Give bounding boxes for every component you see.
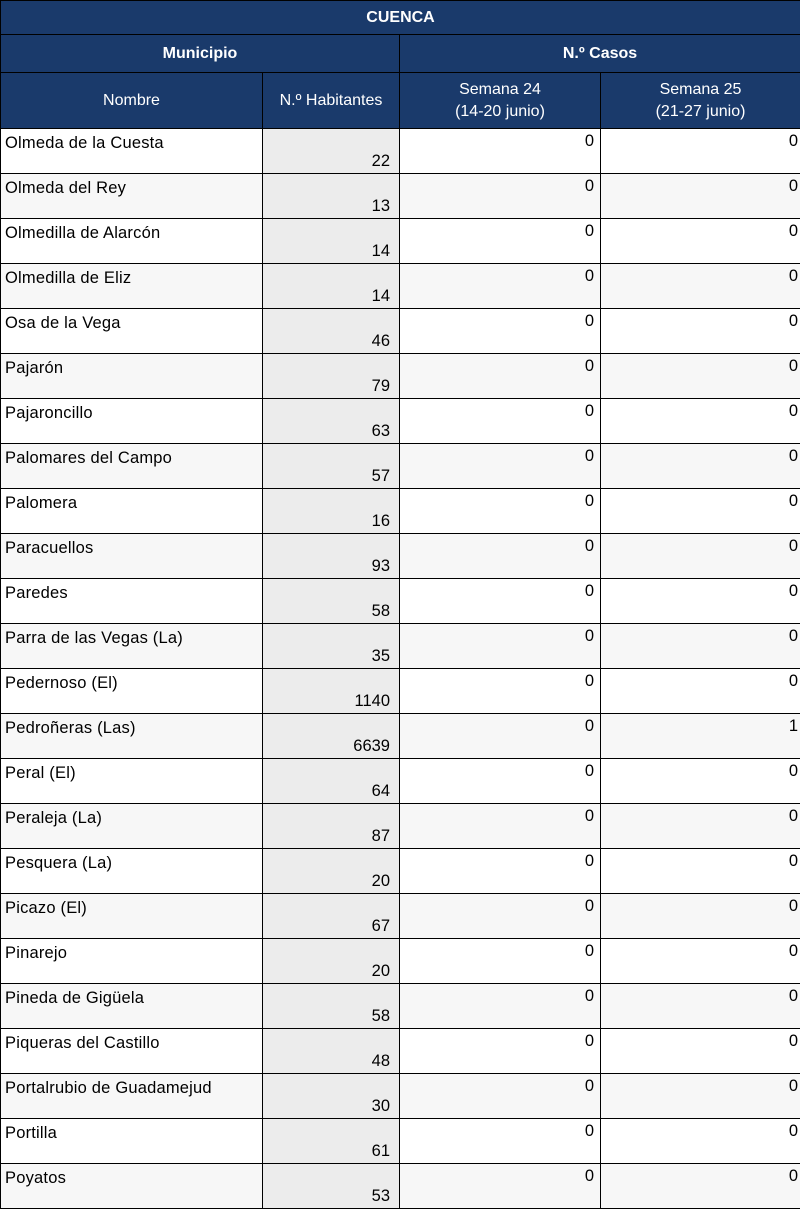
column-header-row <box>1 73 800 129</box>
municipio-name-cell: Pedroñeras (Las) <box>1 714 263 759</box>
table-row <box>1 1074 800 1119</box>
table-row <box>1 399 800 444</box>
habitantes-cell: 13 <box>263 174 400 219</box>
semana24-cell: 0 <box>400 534 601 579</box>
semana24-cell: 0 <box>400 624 601 669</box>
municipio-name-cell: Palomares del Campo <box>1 444 263 489</box>
semana25-cell: 0 <box>601 534 800 579</box>
group-header-row <box>1 35 800 73</box>
habitantes-cell: 58 <box>263 984 400 1029</box>
semana24-cell: 0 <box>400 579 601 624</box>
semana24-label: Semana 24 <box>400 79 600 101</box>
habitantes-cell: 87 <box>263 804 400 849</box>
table-row <box>1 264 800 309</box>
municipio-name-cell: Olmedilla de Alarcón <box>1 219 263 264</box>
semana24-cell: 0 <box>400 1074 601 1119</box>
semana25-cell: 0 <box>601 399 800 444</box>
habitantes-cell: 22 <box>263 129 400 174</box>
semana24-cell: 0 <box>400 669 601 714</box>
municipio-name-cell: Pedernoso (El) <box>1 669 263 714</box>
table-header <box>1 1 800 129</box>
habitantes-cell: 6639 <box>263 714 400 759</box>
habitantes-cell: 30 <box>263 1074 400 1119</box>
table-row <box>1 714 800 759</box>
province-title: CUENCA <box>1 1 800 35</box>
semana24-cell: 0 <box>400 174 601 219</box>
semana25-cell: 0 <box>601 624 800 669</box>
semana25-cell: 0 <box>601 354 800 399</box>
table-row <box>1 759 800 804</box>
habitantes-cell: 79 <box>263 354 400 399</box>
semana24-cell: 0 <box>400 759 601 804</box>
semana24-cell: 0 <box>400 489 601 534</box>
semana24-cell: 0 <box>400 804 601 849</box>
nombre-header: Nombre <box>1 73 263 129</box>
semana24-cell: 0 <box>400 894 601 939</box>
habitantes-cell: 46 <box>263 309 400 354</box>
semana25-cell: 0 <box>601 804 800 849</box>
semana25-range: (21-27 junio) <box>601 101 800 123</box>
municipio-name-cell: Olmeda del Rey <box>1 174 263 219</box>
semana25-cell: 0 <box>601 129 800 174</box>
semana25-header <box>601 73 800 129</box>
habitantes-header: N.º Habitantes <box>263 73 400 129</box>
semana25-cell: 0 <box>601 939 800 984</box>
title-row <box>1 1 800 35</box>
semana24-cell: 0 <box>400 309 601 354</box>
table-body <box>1 129 800 1209</box>
table-row <box>1 534 800 579</box>
habitantes-cell: 14 <box>263 219 400 264</box>
semana25-cell: 0 <box>601 1029 800 1074</box>
semana25-cell: 1 <box>601 714 800 759</box>
semana24-cell: 0 <box>400 219 601 264</box>
table-row <box>1 1029 800 1074</box>
semana24-cell: 0 <box>400 444 601 489</box>
municipio-name-cell: Portalrubio de Guadamejud <box>1 1074 263 1119</box>
semana24-cell: 0 <box>400 399 601 444</box>
municipio-name-cell: Peraleja (La) <box>1 804 263 849</box>
table-row <box>1 1119 800 1164</box>
table-row <box>1 669 800 714</box>
habitantes-cell: 16 <box>263 489 400 534</box>
municipio-name-cell: Pajarón <box>1 354 263 399</box>
semana25-cell: 0 <box>601 264 800 309</box>
semana24-cell: 0 <box>400 939 601 984</box>
municipio-name-cell: Picazo (El) <box>1 894 263 939</box>
table-row <box>1 624 800 669</box>
habitantes-cell: 67 <box>263 894 400 939</box>
semana25-cell: 0 <box>601 444 800 489</box>
habitantes-cell: 14 <box>263 264 400 309</box>
municipio-name-cell: Pineda de Gigüela <box>1 984 263 1029</box>
semana25-cell: 0 <box>601 579 800 624</box>
habitantes-cell: 1140 <box>263 669 400 714</box>
municipio-name-cell: Pajaroncillo <box>1 399 263 444</box>
municipio-name-cell: Olmedilla de Eliz <box>1 264 263 309</box>
semana24-cell: 0 <box>400 849 601 894</box>
municipio-name-cell: Piqueras del Castillo <box>1 1029 263 1074</box>
habitantes-cell: 63 <box>263 399 400 444</box>
semana25-cell: 0 <box>601 1074 800 1119</box>
habitantes-cell: 48 <box>263 1029 400 1074</box>
semana25-cell: 0 <box>601 309 800 354</box>
habitantes-cell: 64 <box>263 759 400 804</box>
semana25-label: Semana 25 <box>601 79 800 101</box>
table-row <box>1 354 800 399</box>
municipio-name-cell: Portilla <box>1 1119 263 1164</box>
table-row <box>1 804 800 849</box>
semana25-cell: 0 <box>601 894 800 939</box>
table-row <box>1 489 800 534</box>
habitantes-cell: 58 <box>263 579 400 624</box>
table-row <box>1 849 800 894</box>
semana24-cell: 0 <box>400 264 601 309</box>
habitantes-cell: 53 <box>263 1164 400 1209</box>
municipio-name-cell: Osa de la Vega <box>1 309 263 354</box>
semana24-cell: 0 <box>400 1029 601 1074</box>
table-row <box>1 444 800 489</box>
municipio-name-cell: Poyatos <box>1 1164 263 1209</box>
municipio-name-cell: Pesquera (La) <box>1 849 263 894</box>
semana24-cell: 0 <box>400 129 601 174</box>
semana25-cell: 0 <box>601 174 800 219</box>
municipio-header: Municipio <box>1 35 400 73</box>
semana24-range: (14-20 junio) <box>400 101 600 123</box>
municipio-name-cell: Paredes <box>1 579 263 624</box>
semana24-header <box>400 73 601 129</box>
semana25-cell: 0 <box>601 849 800 894</box>
habitantes-cell: 61 <box>263 1119 400 1164</box>
table-row <box>1 129 800 174</box>
municipio-name-cell: Parra de las Vegas (La) <box>1 624 263 669</box>
habitantes-cell: 93 <box>263 534 400 579</box>
table-row <box>1 894 800 939</box>
habitantes-cell: 20 <box>263 849 400 894</box>
table-row <box>1 579 800 624</box>
habitantes-cell: 20 <box>263 939 400 984</box>
table-row <box>1 174 800 219</box>
semana25-cell: 0 <box>601 489 800 534</box>
semana25-cell: 0 <box>601 219 800 264</box>
semana25-cell: 0 <box>601 984 800 1029</box>
semana24-cell: 0 <box>400 984 601 1029</box>
table-row <box>1 939 800 984</box>
semana25-cell: 0 <box>601 669 800 714</box>
municipio-name-cell: Olmeda de la Cuesta <box>1 129 263 174</box>
semana24-cell: 0 <box>400 714 601 759</box>
semana24-cell: 0 <box>400 1119 601 1164</box>
semana24-cell: 0 <box>400 354 601 399</box>
table-row <box>1 984 800 1029</box>
semana25-cell: 0 <box>601 1164 800 1209</box>
semana25-cell: 0 <box>601 1119 800 1164</box>
habitantes-cell: 57 <box>263 444 400 489</box>
table-row <box>1 219 800 264</box>
casos-header: N.º Casos <box>400 35 800 73</box>
semana24-cell: 0 <box>400 1164 601 1209</box>
municipio-name-cell: Paracuellos <box>1 534 263 579</box>
semana25-cell: 0 <box>601 759 800 804</box>
municipio-name-cell: Pinarejo <box>1 939 263 984</box>
habitantes-cell: 35 <box>263 624 400 669</box>
table-row <box>1 309 800 354</box>
table-row <box>1 1164 800 1209</box>
municipio-name-cell: Palomera <box>1 489 263 534</box>
municipio-name-cell: Peral (El) <box>1 759 263 804</box>
